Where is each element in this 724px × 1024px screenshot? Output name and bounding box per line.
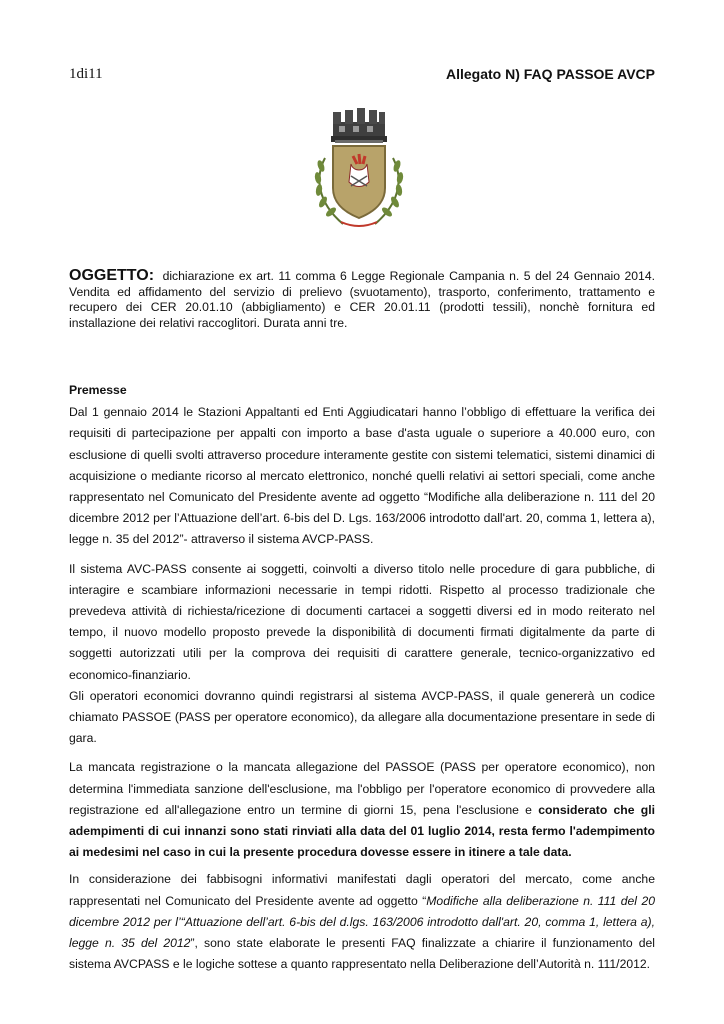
paragraph-5 — [69, 869, 655, 975]
paragraph-3: Gli operatori economici dovranno quindi registrarsi al sistema AVCP-PASS, il quale genererà un codice chiamato PASSOE (PASS per operatore economico), da allegare alla documentazione presentare in sede di gara. — [69, 688, 655, 746]
paragraph-1: Dal 1 gennaio 2014 le Stazioni Appaltanti ed Enti Aggiudicatari hanno l’obbligo di effettuare la verifica dei requisiti di partecipazione per appalti con importo a base d'asta uguale o superiore a 40.000 euro, con esclusione di quelli svolti attraverso procedure interamente gestite con sistemi telematici, sistemi dinamici di acquisizione o mediante ricorso al mercato elettronico, nonché quelli relativi ai settori speciali, come anche rappresentato nel Comunicato del Presidente avente ad oggetto “Modifiche alla deliberazione n. 111 del 20 dicembre 2012 per l’Attuazione dell’art. 6-bis del D. Lgs. 163/2006 introdotto dall'art. 20, comma 1, lettera a), legge n. 35 del 2012”- attraverso il sistema AVCP-PASS. — [69, 405, 655, 547]
document-title: Allegato N) FAQ PASSOE AVCP — [446, 66, 655, 82]
paragraph-4-bold-text: considerato che gli adempimenti di cui innanzi sono stati rinviati alla data del 01 luglio 2014, resta fermo l'adempimento ai medesimi nel caso in cui la presente procedura dovesse essere in itinere a tale data. — [69, 802, 655, 860]
premesse-section — [69, 380, 655, 975]
municipal-coat-of-arms — [307, 102, 411, 232]
paragraph-5-text: In considerazione dei fabbisogni informativi manifestati dagli operatori del mercato, come anche rappresentati nel Comunicato del Presidente avente ad oggetto “ — [69, 872, 655, 908]
paragraph-5-italic-text: Modifiche alla deliberazione n. 111 del 20 dicembre 2012 per l’“Attuazione dell’art. 6-bis del d.lgs. 163/2006 introdotto dall'art. 20, comma 1, lettera a), legge n. 35 del 2012 — [69, 893, 655, 951]
subject-label: OGGETTO: — [69, 267, 155, 284]
paragraph-2: Il sistema AVC-PASS consente ai soggetti, coinvolti a diverso titolo nelle procedure di gara pubbliche, di interagire e scambiare informazioni necessarie in tempi ridotti. Rispetto al processo tradizionale che prevedeva attività di richiesta/ricezione di documenti cartacei a soggetti diversi ed in modo reiterato nel tempo, il nuovo modello proposto prevede la disponibilità di documenti firmati digitalmente da parte di soggetti autorizzati utili per la comprova dei requisiti di carattere generale, tecnico-organizzativo ed economico-finanziario. — [69, 561, 655, 682]
section-heading: Premesse — [69, 383, 127, 397]
paragraph-4-text: La mancata registrazione o la mancata allegazione del PASSOE (PASS per operatore economico), non determina l'immediata sanzione dell'esclusione, ma l'obbligo per l'operatore economico di provvedere alla registrazione ed all'allegazione entro un termine di giorni 15, pena l'esclusione e — [69, 760, 655, 817]
paragraph-4 — [69, 757, 655, 863]
subject-block — [69, 268, 655, 331]
subject-text: dichiarazione ex art. 11 comma 6 Legge Regionale Campania n. 5 del 24 Gennaio 2014. Vendita ed affidamento del servizio di prelievo (svuotamento), trasporto, conferimento, trattamento e recupero dei CER 20.01.10 (abbigliamento) e CER 20.01.11 (prodotti tessili), nonchè fornitura ed installazione dei relativi raccoglitori. Durata anni tre. — [69, 269, 655, 330]
shield-icon — [333, 146, 385, 218]
paragraph-5-tail-text: ”, sono state elaborate le presenti FAQ finalizzate a chiarire il funzionamento del sistema AVCPASS e le logiche sottese a quanto rappresentato nella Deliberazione dell’Autorità n. 111/2012. — [69, 936, 655, 972]
page-number: 1di11 — [69, 66, 103, 82]
